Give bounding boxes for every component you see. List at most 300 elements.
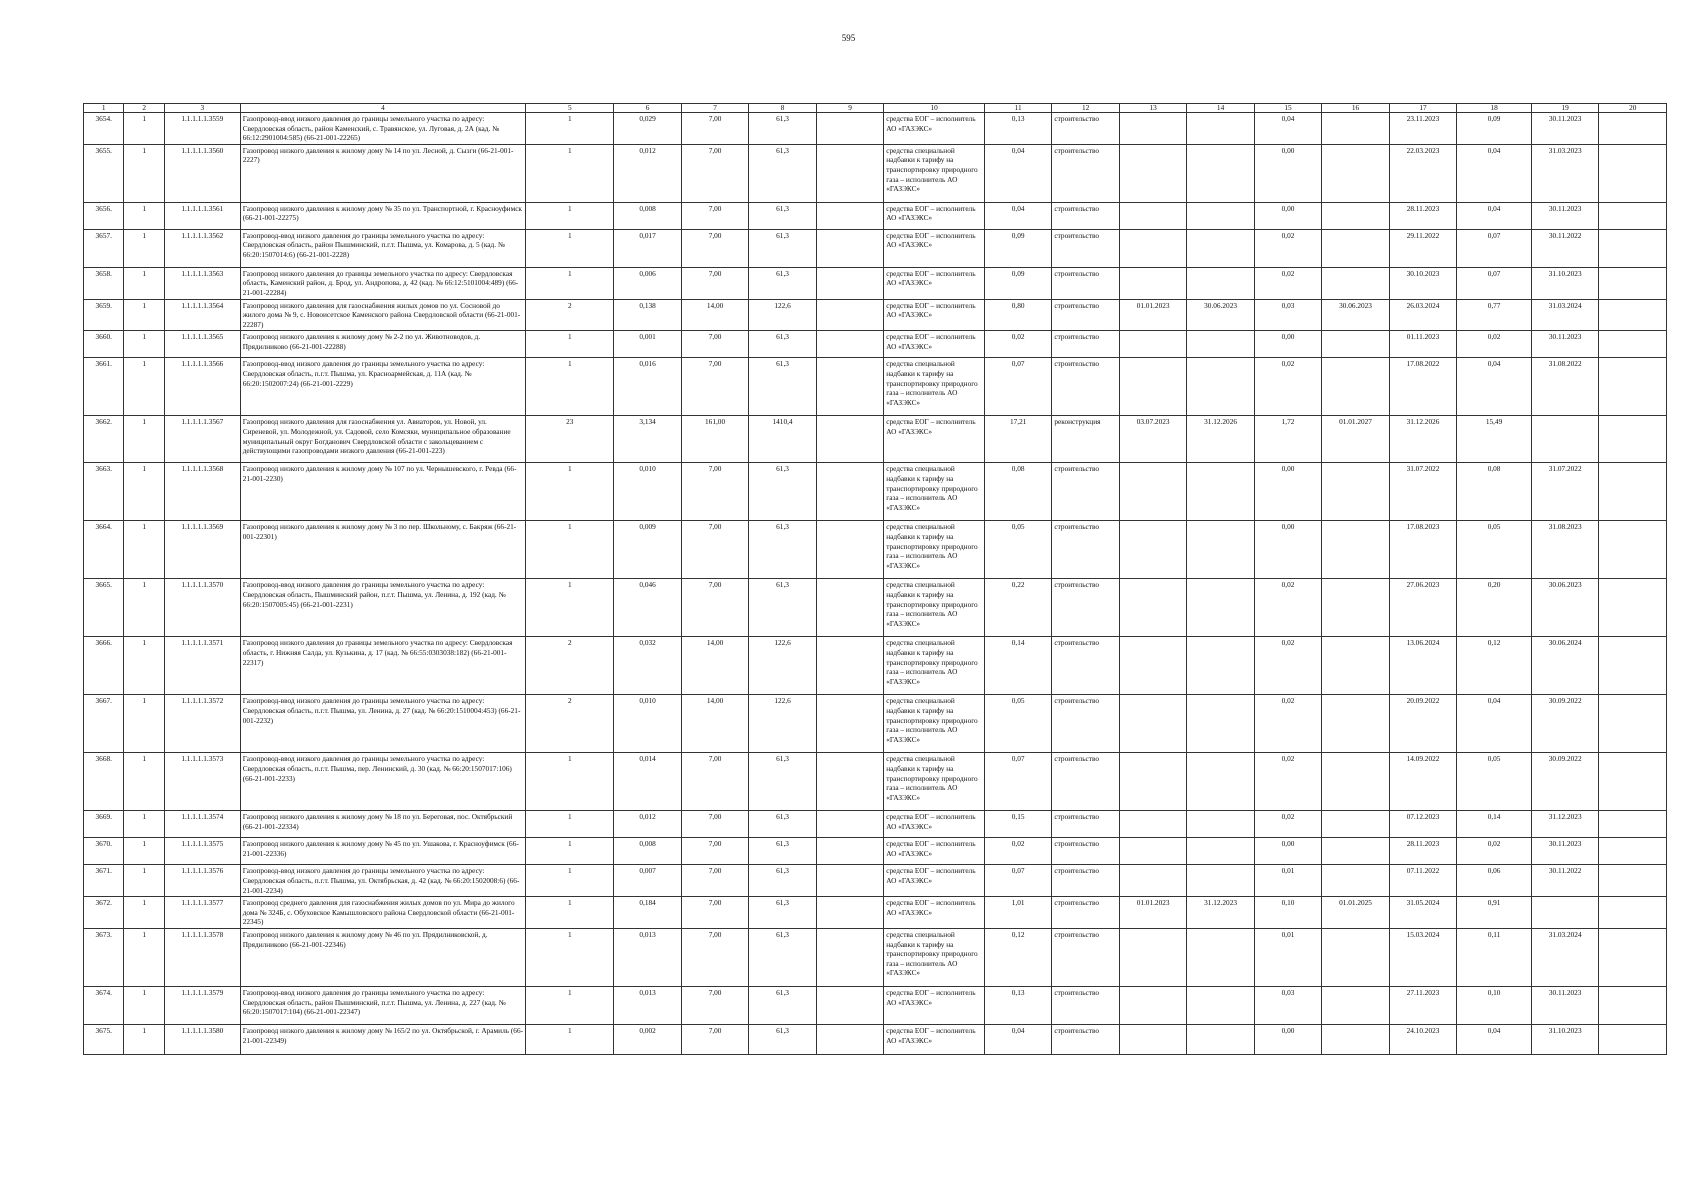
cell-col9: [816, 463, 883, 521]
cell-col18: 0,02: [1457, 331, 1532, 358]
cell-col6: 0,008: [614, 838, 681, 865]
cell-col9: [816, 637, 883, 695]
work-type: строительство: [1052, 897, 1119, 929]
cell-col20: [1599, 637, 1667, 695]
cell-col20: [1599, 144, 1667, 202]
cell-col8: 61,3: [749, 202, 816, 229]
cell-col7: 7,00: [681, 331, 748, 358]
cell-col6: 0,012: [614, 811, 681, 838]
commission-date: [1322, 463, 1389, 521]
cell-col6: 0,032: [614, 637, 681, 695]
cell-col15: 0,02: [1254, 811, 1321, 838]
cell-col7: 14,00: [681, 637, 748, 695]
object-code: 1.1.1.1.1.3570: [164, 579, 240, 637]
end-date: [1187, 267, 1254, 299]
cell-col20: [1599, 897, 1667, 929]
work-type: строительство: [1052, 463, 1119, 521]
object-code: 1.1.1.1.1.3564: [164, 299, 240, 331]
cell-col6: 0,184: [614, 897, 681, 929]
register-table: [83, 103, 1667, 1055]
object-description: Газопровод низкого давления до границы земельного участка по адресу: Свердловская область, Каменский район, д. Брод, ул. Андропова, д. 42 (кад. № 66:12:5101004:489) (66-21-001-22284): [240, 267, 525, 299]
commission-date: [1322, 986, 1389, 1024]
funding-source: средства ЕОГ – исполнитель АО «ГАЗЭКС»: [884, 267, 985, 299]
cell-col19: 30.09.2022: [1531, 695, 1598, 753]
object-code: 1.1.1.1.1.3574: [164, 811, 240, 838]
cell-col11: 0,02: [984, 838, 1051, 865]
object-code: 1.1.1.1.1.3566: [164, 358, 240, 416]
cell-col2: 1: [124, 331, 164, 358]
column-header-7: 7: [681, 104, 748, 113]
object-description: Газопровод-ввод низкого давления до границы земельного участка по адресу: Свердловская область, п.г.т. Пышма, ул. Октябрьская, д. 42 (кад. № 66:20:1502008:6) (66-21-001-2234): [240, 865, 525, 897]
cell-col8: 61,3: [749, 521, 816, 579]
cell-col19: 31.12.2023: [1531, 811, 1598, 838]
cell-col2: 1: [124, 299, 164, 331]
funding-source: средства ЕОГ – исполнитель АО «ГАЗЭКС»: [884, 229, 985, 267]
cell-col17: 28.11.2023: [1389, 838, 1456, 865]
cell-col17: 22.03.2023: [1389, 144, 1456, 202]
object-code: 1.1.1.1.1.3559: [164, 113, 240, 145]
start-date: [1119, 928, 1186, 986]
commission-date: [1322, 1024, 1389, 1054]
cell-col15: 0,00: [1254, 463, 1321, 521]
table-row: [84, 521, 1667, 579]
object-description: Газопровод-ввод низкого давления до границы земельного участка по адресу: Свердловская область, район Пышминский, п.г.т. Пышма, ул. Комарова, д. 5 (кад. № 66:20:1507014:6) (66-21-001-2228): [240, 229, 525, 267]
funding-source: средства специальной надбавки к тарифу на транспортировку природного газа – исполнитель АО «ГАЗЭКС»: [884, 358, 985, 416]
cell-col5: 1: [526, 579, 614, 637]
cell-col7: 7,00: [681, 463, 748, 521]
cell-col5: 2: [526, 637, 614, 695]
start-date: [1119, 695, 1186, 753]
row-number: 3674.: [84, 986, 124, 1024]
cell-col17: 23.11.2023: [1389, 113, 1456, 145]
end-date: 31.12.2023: [1187, 897, 1254, 929]
table-row: [84, 1024, 1667, 1054]
cell-col7: 7,00: [681, 897, 748, 929]
start-date: 01.01.2023: [1119, 299, 1186, 331]
cell-col9: [816, 267, 883, 299]
row-number: 3666.: [84, 637, 124, 695]
cell-col11: 0,15: [984, 811, 1051, 838]
object-code: 1.1.1.1.1.3571: [164, 637, 240, 695]
object-code: 1.1.1.1.1.3578: [164, 928, 240, 986]
funding-source: средства ЕОГ – исполнитель АО «ГАЗЭКС»: [884, 811, 985, 838]
cell-col19: 30.11.2023: [1531, 113, 1598, 145]
table-header: [84, 104, 1667, 113]
funding-source: средства ЕОГ – исполнитель АО «ГАЗЭКС»: [884, 986, 985, 1024]
cell-col19: 30.11.2023: [1531, 838, 1598, 865]
cell-col7: 7,00: [681, 838, 748, 865]
column-header-3: 3: [164, 104, 240, 113]
cell-col19: 30.11.2022: [1531, 865, 1598, 897]
object-code: 1.1.1.1.1.3563: [164, 267, 240, 299]
row-number: 3667.: [84, 695, 124, 753]
cell-col11: 0,09: [984, 229, 1051, 267]
work-type: строительство: [1052, 144, 1119, 202]
cell-col17: 26.03.2024: [1389, 299, 1456, 331]
funding-source: средства ЕОГ – исполнитель АО «ГАЗЭКС»: [884, 1024, 985, 1054]
object-description: Газопровод-ввод низкого давления до границы земельного участка по адресу: Свердловская область, район Пышминский, п.г.т. Пышма, ул. Ленина, д. 227 (кад. № 66:20:1507017:104) (66-21-001-22347): [240, 986, 525, 1024]
cell-col8: 61,3: [749, 144, 816, 202]
cell-col6: 0,016: [614, 358, 681, 416]
column-header-2: 2: [124, 104, 164, 113]
cell-col8: 61,3: [749, 986, 816, 1024]
row-number: 3669.: [84, 811, 124, 838]
table-row: [84, 358, 1667, 416]
cell-col11: 0,04: [984, 1024, 1051, 1054]
cell-col5: 23: [526, 416, 614, 463]
commission-date: [1322, 267, 1389, 299]
column-header-14: 14: [1187, 104, 1254, 113]
cell-col7: 7,00: [681, 521, 748, 579]
commission-date: [1322, 579, 1389, 637]
start-date: 03.07.2023: [1119, 416, 1186, 463]
cell-col18: 0,77: [1457, 299, 1532, 331]
cell-col15: 0,03: [1254, 986, 1321, 1024]
work-type: строительство: [1052, 865, 1119, 897]
cell-col20: [1599, 358, 1667, 416]
cell-col20: [1599, 331, 1667, 358]
cell-col2: 1: [124, 897, 164, 929]
work-type: строительство: [1052, 358, 1119, 416]
column-header-9: 9: [816, 104, 883, 113]
cell-col8: 1410,4: [749, 416, 816, 463]
funding-source: средства ЕОГ – исполнитель АО «ГАЗЭКС»: [884, 331, 985, 358]
row-number: 3668.: [84, 753, 124, 811]
cell-col9: [816, 144, 883, 202]
cell-col11: 0,13: [984, 986, 1051, 1024]
cell-col2: 1: [124, 811, 164, 838]
cell-col9: [816, 202, 883, 229]
object-description: Газопровод низкого давления к жилому дому № 107 по ул. Чернышевского, г. Ревда (66-21-001-2230): [240, 463, 525, 521]
row-number: 3654.: [84, 113, 124, 145]
work-type: строительство: [1052, 267, 1119, 299]
column-header-16: 16: [1322, 104, 1389, 113]
cell-col7: 14,00: [681, 299, 748, 331]
work-type: строительство: [1052, 521, 1119, 579]
cell-col11: 0,22: [984, 579, 1051, 637]
cell-col15: 0,04: [1254, 113, 1321, 145]
cell-col15: 0,00: [1254, 521, 1321, 579]
cell-col2: 1: [124, 229, 164, 267]
cell-col6: 0,007: [614, 865, 681, 897]
cell-col5: 1: [526, 202, 614, 229]
cell-col7: 7,00: [681, 267, 748, 299]
cell-col19: 31.08.2023: [1531, 521, 1598, 579]
cell-col8: 61,3: [749, 928, 816, 986]
cell-col20: [1599, 928, 1667, 986]
start-date: 01.01.2023: [1119, 897, 1186, 929]
table-row: [84, 229, 1667, 267]
cell-col2: 1: [124, 521, 164, 579]
object-description: Газопровод низкого давления к жилому дому № 14 по ул. Лесной, д. Сызги (66-21-001-2227): [240, 144, 525, 202]
object-description: Газопровод низкого давления для газоснабжения ул. Авиаторов, ул. Новой, ул. Сиреневой, ул. Молодежной, ул. Садовой, село Комсяки, муниципальное образование муниципальный округ Богданович Свердловской области с закольцеванием с действующими газопроводами низкого давления (66-21-001-223): [240, 416, 525, 463]
cell-col7: 7,00: [681, 144, 748, 202]
cell-col19: 30.11.2022: [1531, 229, 1598, 267]
cell-col6: 0,138: [614, 299, 681, 331]
cell-col9: [816, 579, 883, 637]
commission-date: [1322, 144, 1389, 202]
cell-col9: [816, 416, 883, 463]
cell-col11: 0,07: [984, 753, 1051, 811]
end-date: [1187, 695, 1254, 753]
cell-col20: [1599, 579, 1667, 637]
column-header-8: 8: [749, 104, 816, 113]
cell-col9: [816, 229, 883, 267]
cell-col9: [816, 838, 883, 865]
cell-col19: 30.11.2023: [1531, 331, 1598, 358]
table-row: [84, 838, 1667, 865]
start-date: [1119, 358, 1186, 416]
cell-col18: 0,04: [1457, 202, 1532, 229]
object-code: 1.1.1.1.1.3573: [164, 753, 240, 811]
cell-col20: [1599, 463, 1667, 521]
work-type: строительство: [1052, 113, 1119, 145]
work-type: реконструкция: [1052, 416, 1119, 463]
cell-col11: 0,09: [984, 267, 1051, 299]
cell-col6: 0,014: [614, 753, 681, 811]
cell-col19: 31.03.2024: [1531, 299, 1598, 331]
cell-col5: 1: [526, 865, 614, 897]
start-date: [1119, 865, 1186, 897]
cell-col8: 61,3: [749, 331, 816, 358]
start-date: [1119, 463, 1186, 521]
cell-col11: 0,07: [984, 865, 1051, 897]
cell-col7: 7,00: [681, 986, 748, 1024]
object-description: Газопровод низкого давления к жилому дому № 3 по пер. Школьному, с. Бакряж (66-21-001-22301): [240, 521, 525, 579]
object-description: Газопровод низкого давления к жилому дому № 18 по ул. Береговая, пос. Октябрьский (66-21-001-22334): [240, 811, 525, 838]
cell-col15: 0,02: [1254, 358, 1321, 416]
row-number: 3662.: [84, 416, 124, 463]
cell-col18: 0,04: [1457, 695, 1532, 753]
cell-col19: 31.03.2023: [1531, 144, 1598, 202]
work-type: строительство: [1052, 838, 1119, 865]
cell-col20: [1599, 229, 1667, 267]
cell-col15: 0,02: [1254, 229, 1321, 267]
cell-col5: 2: [526, 299, 614, 331]
commission-date: [1322, 695, 1389, 753]
cell-col18: 0,04: [1457, 358, 1532, 416]
cell-col20: [1599, 838, 1667, 865]
row-number: 3672.: [84, 897, 124, 929]
commission-date: [1322, 838, 1389, 865]
commission-date: [1322, 358, 1389, 416]
work-type: строительство: [1052, 695, 1119, 753]
cell-col7: 7,00: [681, 229, 748, 267]
cell-col8: 61,3: [749, 463, 816, 521]
cell-col18: 0,07: [1457, 229, 1532, 267]
object-description: Газопровод-ввод низкого давления до границы земельного участка по адресу: Свердловская область, район Каменский, с. Травянское, ул. Луговая, д. 2А (кад. № 66:12:2901004:585) (66-21-001-22265): [240, 113, 525, 145]
object-description: Газопровод низкого давления к жилому дому № 165/2 по ул. Октябрьской, г. Арамиль (66-21-001-22349): [240, 1024, 525, 1054]
funding-source: средства ЕОГ – исполнитель АО «ГАЗЭКС»: [884, 202, 985, 229]
column-header-17: 17: [1389, 104, 1456, 113]
cell-col6: 0,001: [614, 331, 681, 358]
cell-col7: 14,00: [681, 695, 748, 753]
cell-col20: [1599, 299, 1667, 331]
table-row: [84, 865, 1667, 897]
start-date: [1119, 229, 1186, 267]
end-date: [1187, 753, 1254, 811]
cell-col2: 1: [124, 463, 164, 521]
cell-col5: 1: [526, 928, 614, 986]
cell-col19: 30.09.2022: [1531, 753, 1598, 811]
cell-col2: 1: [124, 416, 164, 463]
object-code: 1.1.1.1.1.3576: [164, 865, 240, 897]
cell-col17: 24.10.2023: [1389, 1024, 1456, 1054]
table-row: [84, 416, 1667, 463]
table-row: [84, 299, 1667, 331]
object-description: Газопровод-ввод низкого давления до границы земельного участка по адресу: Свердловская область, п.г.т. Пышма, ул. Красноармейская, д. 11А (кад. № 66:20:1502007:24) (66-21-001-2229): [240, 358, 525, 416]
cell-col20: [1599, 416, 1667, 463]
cell-col19: 30.06.2024: [1531, 637, 1598, 695]
work-type: строительство: [1052, 637, 1119, 695]
cell-col2: 1: [124, 753, 164, 811]
column-header-1: 1: [84, 104, 124, 113]
cell-col5: 1: [526, 267, 614, 299]
start-date: [1119, 986, 1186, 1024]
cell-col7: 7,00: [681, 753, 748, 811]
cell-col15: 0,00: [1254, 331, 1321, 358]
cell-col2: 1: [124, 637, 164, 695]
cell-col19: 31.07.2022: [1531, 463, 1598, 521]
cell-col17: 17.08.2022: [1389, 358, 1456, 416]
row-number: 3659.: [84, 299, 124, 331]
commission-date: [1322, 331, 1389, 358]
cell-col6: 3,134: [614, 416, 681, 463]
end-date: [1187, 1024, 1254, 1054]
cell-col15: 0,02: [1254, 695, 1321, 753]
object-code: 1.1.1.1.1.3567: [164, 416, 240, 463]
object-description: Газопровод низкого давления к жилому дому № 2-2 по ул. Животноводов, д. Прядилниково (66-21-001-22288): [240, 331, 525, 358]
cell-col18: 0,05: [1457, 753, 1532, 811]
commission-date: 30.06.2023: [1322, 299, 1389, 331]
object-code: 1.1.1.1.1.3568: [164, 463, 240, 521]
cell-col7: 7,00: [681, 928, 748, 986]
cell-col19: 31.08.2022: [1531, 358, 1598, 416]
cell-col9: [816, 986, 883, 1024]
table-row: [84, 113, 1667, 145]
cell-col15: 0,02: [1254, 579, 1321, 637]
cell-col2: 1: [124, 1024, 164, 1054]
cell-col5: 1: [526, 1024, 614, 1054]
cell-col8: 61,3: [749, 811, 816, 838]
cell-col6: 0,008: [614, 202, 681, 229]
cell-col15: 0,00: [1254, 838, 1321, 865]
work-type: строительство: [1052, 331, 1119, 358]
cell-col2: 1: [124, 358, 164, 416]
cell-col20: [1599, 753, 1667, 811]
row-number: 3670.: [84, 838, 124, 865]
end-date: [1187, 463, 1254, 521]
cell-col5: 1: [526, 144, 614, 202]
object-code: 1.1.1.1.1.3565: [164, 331, 240, 358]
cell-col19: 30.11.2023: [1531, 202, 1598, 229]
object-code: 1.1.1.1.1.3577: [164, 897, 240, 929]
cell-col20: [1599, 267, 1667, 299]
table-row: [84, 897, 1667, 929]
cell-col11: 0,02: [984, 331, 1051, 358]
start-date: [1119, 521, 1186, 579]
cell-col6: 0,010: [614, 695, 681, 753]
object-code: 1.1.1.1.1.3572: [164, 695, 240, 753]
cell-col19: 31.10.2023: [1531, 1024, 1598, 1054]
column-header-11: 11: [984, 104, 1051, 113]
cell-col20: [1599, 521, 1667, 579]
object-code: 1.1.1.1.1.3569: [164, 521, 240, 579]
cell-col15: 0,10: [1254, 897, 1321, 929]
funding-source: средства специальной надбавки к тарифу на транспортировку природного газа – исполнитель АО «ГАЗЭКС»: [884, 144, 985, 202]
cell-col17: 28.11.2023: [1389, 202, 1456, 229]
cell-col8: 61,3: [749, 358, 816, 416]
start-date: [1119, 113, 1186, 145]
cell-col11: 0,12: [984, 928, 1051, 986]
table-row: [84, 144, 1667, 202]
cell-col9: [816, 358, 883, 416]
cell-col5: 1: [526, 838, 614, 865]
end-date: 31.12.2026: [1187, 416, 1254, 463]
cell-col18: 0,08: [1457, 463, 1532, 521]
cell-col18: 0,05: [1457, 521, 1532, 579]
cell-col15: 0,00: [1254, 202, 1321, 229]
cell-col5: 1: [526, 986, 614, 1024]
cell-col6: 0,017: [614, 229, 681, 267]
table-row: [84, 579, 1667, 637]
cell-col8: 122,6: [749, 299, 816, 331]
funding-source: средства специальной надбавки к тарифу на транспортировку природного газа – исполнитель АО «ГАЗЭКС»: [884, 463, 985, 521]
object-code: 1.1.1.1.1.3579: [164, 986, 240, 1024]
end-date: [1187, 928, 1254, 986]
cell-col19: 31.03.2024: [1531, 928, 1598, 986]
cell-col11: 0,08: [984, 463, 1051, 521]
cell-col2: 1: [124, 267, 164, 299]
cell-col9: [816, 331, 883, 358]
object-description: Газопровод-ввод низкого давления до границы земельного участка по адресу: Свердловская область, п.г.т. Пышма, пер. Ленинский, д. 30 (кад. № 66:20:1507017:106) (66-21-001-2233): [240, 753, 525, 811]
header-row: [84, 104, 1667, 113]
cell-col20: [1599, 113, 1667, 145]
cell-col7: 7,00: [681, 202, 748, 229]
cell-col7: 7,00: [681, 358, 748, 416]
cell-col9: [816, 1024, 883, 1054]
column-header-5: 5: [526, 104, 614, 113]
row-number: 3664.: [84, 521, 124, 579]
cell-col2: 1: [124, 695, 164, 753]
object-description: Газопровод низкого давления для газоснабжения жилых домов по ул. Сосновой до жилого дома № 9, с. Новоисетское Каменского района Свердловской области (66-21-001-22287): [240, 299, 525, 331]
commission-date: [1322, 229, 1389, 267]
cell-col5: 1: [526, 229, 614, 267]
cell-col15: 0,02: [1254, 637, 1321, 695]
end-date: [1187, 358, 1254, 416]
start-date: [1119, 579, 1186, 637]
cell-col9: [816, 753, 883, 811]
table-row: [84, 637, 1667, 695]
work-type: строительство: [1052, 229, 1119, 267]
cell-col9: [816, 865, 883, 897]
commission-date: [1322, 865, 1389, 897]
cell-col5: 2: [526, 695, 614, 753]
cell-col11: 17,21: [984, 416, 1051, 463]
funding-source: средства ЕОГ – исполнитель АО «ГАЗЭКС»: [884, 865, 985, 897]
cell-col18: 0,14: [1457, 811, 1532, 838]
table-row: [84, 202, 1667, 229]
cell-col18: 0,02: [1457, 838, 1532, 865]
column-header-19: 19: [1531, 104, 1598, 113]
cell-col6: 0,010: [614, 463, 681, 521]
start-date: [1119, 753, 1186, 811]
object-description: Газопровод низкого давления к жилому дому № 45 по ул. Ушакова, г. Красноуфимск (66-21-001-22336): [240, 838, 525, 865]
cell-col6: 0,002: [614, 1024, 681, 1054]
cell-col18: 0,91: [1457, 897, 1532, 929]
object-code: 1.1.1.1.1.3562: [164, 229, 240, 267]
cell-col18: 0,06: [1457, 865, 1532, 897]
